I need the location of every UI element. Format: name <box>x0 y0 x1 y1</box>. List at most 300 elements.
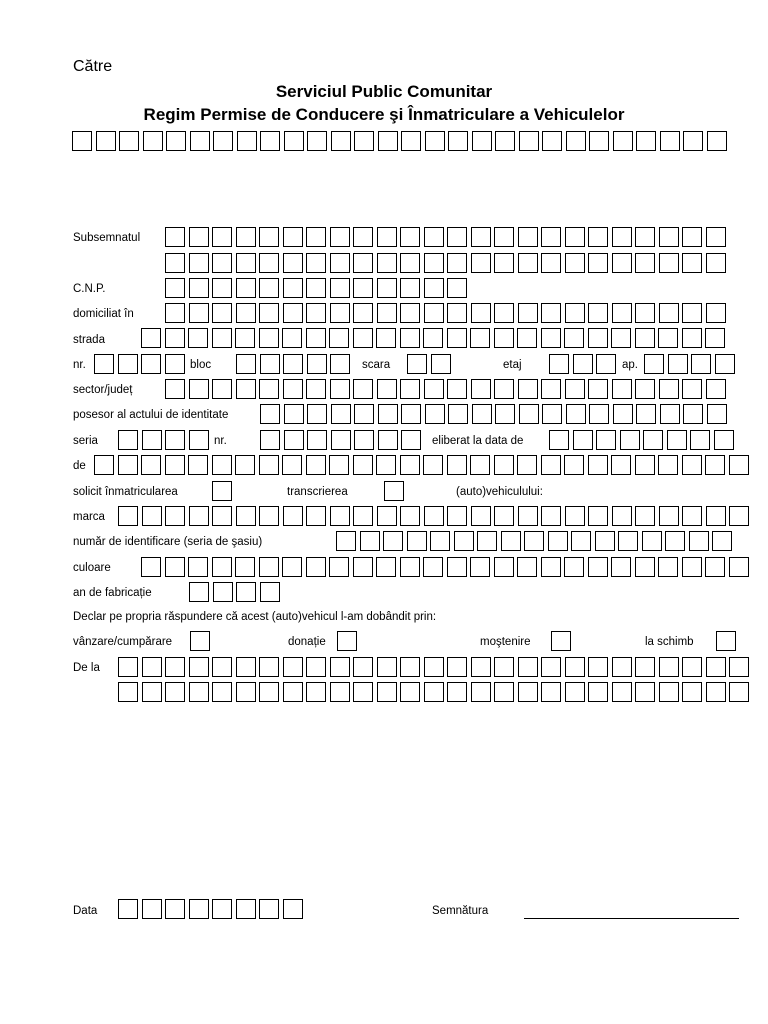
char-box[interactable] <box>141 455 161 475</box>
char-box[interactable] <box>142 430 162 450</box>
inmatriculare-checkbox[interactable] <box>212 481 236 501</box>
char-box[interactable] <box>337 631 357 651</box>
char-box[interactable] <box>331 131 351 151</box>
char-box[interactable] <box>613 404 633 424</box>
char-box[interactable] <box>635 379 655 399</box>
char-box[interactable] <box>282 557 302 577</box>
char-box[interactable] <box>189 506 209 526</box>
char-box[interactable] <box>588 506 608 526</box>
char-box[interactable] <box>682 682 702 702</box>
char-box[interactable] <box>636 404 656 424</box>
char-box[interactable] <box>213 582 233 602</box>
char-box[interactable] <box>660 131 680 151</box>
char-box[interactable] <box>283 899 303 919</box>
char-box[interactable] <box>705 328 725 348</box>
char-box[interactable] <box>189 253 209 273</box>
char-box[interactable] <box>259 227 279 247</box>
char-box[interactable] <box>447 557 467 577</box>
char-box[interactable] <box>588 379 608 399</box>
char-box[interactable] <box>236 354 256 374</box>
char-box[interactable] <box>353 455 373 475</box>
char-box[interactable] <box>400 557 420 577</box>
char-box[interactable] <box>165 899 185 919</box>
char-box[interactable] <box>588 455 608 475</box>
char-box[interactable] <box>706 227 726 247</box>
char-box[interactable] <box>517 455 537 475</box>
char-box[interactable] <box>588 682 608 702</box>
char-box[interactable] <box>682 303 702 323</box>
char-box[interactable] <box>424 303 444 323</box>
char-box[interactable] <box>471 303 491 323</box>
char-box[interactable] <box>682 253 702 273</box>
char-box[interactable] <box>588 657 608 677</box>
char-box[interactable] <box>260 354 280 374</box>
char-box[interactable] <box>549 430 569 450</box>
char-box[interactable] <box>283 506 303 526</box>
char-box[interactable] <box>447 278 467 298</box>
char-box[interactable] <box>212 379 232 399</box>
char-box[interactable] <box>377 379 397 399</box>
char-box[interactable] <box>524 531 544 551</box>
char-box[interactable] <box>331 430 351 450</box>
char-box[interactable] <box>307 131 327 151</box>
char-box[interactable] <box>566 131 586 151</box>
char-box[interactable] <box>306 253 326 273</box>
char-box[interactable] <box>236 899 256 919</box>
char-box[interactable] <box>447 227 467 247</box>
char-box[interactable] <box>260 582 280 602</box>
char-box[interactable] <box>659 303 679 323</box>
char-box[interactable] <box>495 131 515 151</box>
donatie-checkbox[interactable] <box>337 631 361 651</box>
char-box[interactable] <box>477 531 497 551</box>
char-box[interactable] <box>142 506 162 526</box>
char-box[interactable] <box>518 227 538 247</box>
char-box[interactable] <box>541 682 561 702</box>
char-box[interactable] <box>424 278 444 298</box>
char-box[interactable] <box>330 227 350 247</box>
char-box[interactable] <box>519 131 539 151</box>
char-box[interactable] <box>706 506 726 526</box>
char-box[interactable] <box>72 131 92 151</box>
char-box[interactable] <box>353 506 373 526</box>
char-box[interactable] <box>212 253 232 273</box>
char-box[interactable] <box>407 354 427 374</box>
char-box[interactable] <box>283 682 303 702</box>
char-box[interactable] <box>212 278 232 298</box>
char-box[interactable] <box>96 131 116 151</box>
char-box[interactable] <box>541 657 561 677</box>
char-box[interactable] <box>659 227 679 247</box>
char-box[interactable] <box>283 657 303 677</box>
char-box[interactable] <box>235 557 255 577</box>
char-box[interactable] <box>306 657 326 677</box>
char-box[interactable] <box>306 557 326 577</box>
char-box[interactable] <box>165 682 185 702</box>
char-box[interactable] <box>714 430 734 450</box>
char-box[interactable] <box>189 582 209 602</box>
char-box[interactable] <box>712 531 732 551</box>
char-box[interactable] <box>541 227 561 247</box>
char-box[interactable] <box>189 379 209 399</box>
char-box[interactable] <box>518 682 538 702</box>
char-box[interactable] <box>236 506 256 526</box>
char-box[interactable] <box>691 354 711 374</box>
char-box[interactable] <box>494 657 514 677</box>
char-box[interactable] <box>612 657 632 677</box>
char-box[interactable] <box>400 303 420 323</box>
char-box[interactable] <box>423 455 443 475</box>
char-box[interactable] <box>613 131 633 151</box>
char-box[interactable] <box>118 899 138 919</box>
char-box[interactable] <box>284 131 304 151</box>
char-box[interactable] <box>659 379 679 399</box>
char-box[interactable] <box>659 506 679 526</box>
char-box[interactable] <box>190 131 210 151</box>
char-box[interactable] <box>611 557 631 577</box>
char-box[interactable] <box>660 404 680 424</box>
char-box[interactable] <box>235 455 255 475</box>
char-box[interactable] <box>618 531 638 551</box>
char-box[interactable] <box>377 227 397 247</box>
char-box[interactable] <box>472 131 492 151</box>
char-box[interactable] <box>683 131 703 151</box>
char-box[interactable] <box>353 328 373 348</box>
char-box[interactable] <box>447 682 467 702</box>
char-box[interactable] <box>682 557 702 577</box>
char-box[interactable] <box>353 227 373 247</box>
char-box[interactable] <box>494 253 514 273</box>
char-box[interactable] <box>596 430 616 450</box>
char-box[interactable] <box>690 430 710 450</box>
char-box[interactable] <box>612 227 632 247</box>
char-box[interactable] <box>165 227 185 247</box>
char-box[interactable] <box>471 227 491 247</box>
char-box[interactable] <box>705 557 725 577</box>
char-box[interactable] <box>282 328 302 348</box>
char-box[interactable] <box>400 379 420 399</box>
char-box[interactable] <box>588 303 608 323</box>
char-box[interactable] <box>142 682 162 702</box>
char-box[interactable] <box>494 379 514 399</box>
char-box[interactable] <box>706 303 726 323</box>
char-box[interactable] <box>189 899 209 919</box>
char-box[interactable] <box>589 131 609 151</box>
char-box[interactable] <box>259 328 279 348</box>
char-box[interactable] <box>376 328 396 348</box>
char-box[interactable] <box>472 404 492 424</box>
char-box[interactable] <box>470 328 490 348</box>
char-box[interactable] <box>212 557 232 577</box>
signature-line[interactable] <box>524 918 739 919</box>
char-box[interactable] <box>189 657 209 677</box>
char-box[interactable] <box>400 227 420 247</box>
char-box[interactable] <box>383 531 403 551</box>
char-box[interactable] <box>236 303 256 323</box>
char-box[interactable] <box>612 303 632 323</box>
char-box[interactable] <box>376 557 396 577</box>
char-box[interactable] <box>565 506 585 526</box>
char-box[interactable] <box>236 278 256 298</box>
char-box[interactable] <box>213 131 233 151</box>
char-box[interactable] <box>424 657 444 677</box>
char-box[interactable] <box>541 379 561 399</box>
char-box[interactable] <box>471 379 491 399</box>
char-box[interactable] <box>682 506 702 526</box>
char-box[interactable] <box>447 657 467 677</box>
char-box[interactable] <box>236 227 256 247</box>
char-box[interactable] <box>212 455 232 475</box>
char-box[interactable] <box>142 657 162 677</box>
char-box[interactable] <box>447 328 467 348</box>
char-box[interactable] <box>188 557 208 577</box>
char-box[interactable] <box>659 657 679 677</box>
char-box[interactable] <box>501 531 521 551</box>
char-box[interactable] <box>307 430 327 450</box>
char-box[interactable] <box>400 682 420 702</box>
char-box[interactable] <box>517 328 537 348</box>
char-box[interactable] <box>165 379 185 399</box>
char-box[interactable] <box>118 506 138 526</box>
char-box[interactable] <box>716 631 736 651</box>
char-box[interactable] <box>259 303 279 323</box>
char-box[interactable] <box>377 506 397 526</box>
char-box[interactable] <box>612 682 632 702</box>
char-box[interactable] <box>189 303 209 323</box>
char-box[interactable] <box>377 303 397 323</box>
char-box[interactable] <box>565 227 585 247</box>
char-box[interactable] <box>431 354 451 374</box>
char-box[interactable] <box>189 682 209 702</box>
char-box[interactable] <box>165 253 185 273</box>
char-box[interactable] <box>353 657 373 677</box>
char-box[interactable] <box>165 506 185 526</box>
char-box[interactable] <box>165 455 185 475</box>
char-box[interactable] <box>400 657 420 677</box>
la-schimb-checkbox[interactable] <box>716 631 740 651</box>
char-box[interactable] <box>706 657 726 677</box>
char-box[interactable] <box>588 328 608 348</box>
char-box[interactable] <box>188 455 208 475</box>
char-box[interactable] <box>715 354 735 374</box>
char-box[interactable] <box>165 328 185 348</box>
char-box[interactable] <box>668 354 688 374</box>
char-box[interactable] <box>378 404 398 424</box>
mostenire-checkbox[interactable] <box>551 631 575 651</box>
char-box[interactable] <box>353 379 373 399</box>
char-box[interactable] <box>400 455 420 475</box>
char-box[interactable] <box>306 506 326 526</box>
char-box[interactable] <box>306 455 326 475</box>
char-box[interactable] <box>165 657 185 677</box>
char-box[interactable] <box>729 455 749 475</box>
char-box[interactable] <box>707 131 727 151</box>
char-box[interactable] <box>471 253 491 273</box>
char-box[interactable] <box>425 404 445 424</box>
char-box[interactable] <box>683 404 703 424</box>
char-box[interactable] <box>284 430 304 450</box>
char-box[interactable] <box>425 131 445 151</box>
char-box[interactable] <box>447 303 467 323</box>
char-box[interactable] <box>259 278 279 298</box>
char-box[interactable] <box>541 303 561 323</box>
char-box[interactable] <box>118 455 138 475</box>
char-box[interactable] <box>377 682 397 702</box>
char-box[interactable] <box>330 354 350 374</box>
char-box[interactable] <box>353 278 373 298</box>
char-box[interactable] <box>635 557 655 577</box>
char-box[interactable] <box>259 557 279 577</box>
char-box[interactable] <box>165 354 185 374</box>
char-box[interactable] <box>424 682 444 702</box>
char-box[interactable] <box>377 278 397 298</box>
char-box[interactable] <box>565 253 585 273</box>
char-box[interactable] <box>118 682 138 702</box>
char-box[interactable] <box>400 506 420 526</box>
char-box[interactable] <box>494 506 514 526</box>
char-box[interactable] <box>212 328 232 348</box>
char-box[interactable] <box>706 379 726 399</box>
char-box[interactable] <box>306 227 326 247</box>
char-box[interactable] <box>470 455 490 475</box>
char-box[interactable] <box>430 531 450 551</box>
char-box[interactable] <box>260 430 280 450</box>
char-box[interactable] <box>212 227 232 247</box>
char-box[interactable] <box>612 506 632 526</box>
char-box[interactable] <box>635 253 655 273</box>
char-box[interactable] <box>212 481 232 501</box>
char-box[interactable] <box>518 253 538 273</box>
char-box[interactable] <box>588 557 608 577</box>
char-box[interactable] <box>259 899 279 919</box>
char-box[interactable] <box>565 682 585 702</box>
char-box[interactable] <box>565 379 585 399</box>
char-box[interactable] <box>448 404 468 424</box>
char-box[interactable] <box>94 455 114 475</box>
char-box[interactable] <box>682 379 702 399</box>
char-box[interactable] <box>400 328 420 348</box>
char-box[interactable] <box>212 682 232 702</box>
char-box[interactable] <box>284 404 304 424</box>
char-box[interactable] <box>635 682 655 702</box>
char-box[interactable] <box>212 657 232 677</box>
char-box[interactable] <box>141 557 161 577</box>
char-box[interactable] <box>235 328 255 348</box>
char-box[interactable] <box>448 131 468 151</box>
char-box[interactable] <box>165 557 185 577</box>
char-box[interactable] <box>682 455 702 475</box>
char-box[interactable] <box>353 303 373 323</box>
char-box[interactable] <box>141 328 161 348</box>
char-box[interactable] <box>589 404 609 424</box>
char-box[interactable] <box>424 253 444 273</box>
char-box[interactable] <box>611 328 631 348</box>
char-box[interactable] <box>447 379 467 399</box>
char-box[interactable] <box>644 354 664 374</box>
char-box[interactable] <box>212 303 232 323</box>
char-box[interactable] <box>447 455 467 475</box>
char-box[interactable] <box>541 328 561 348</box>
char-box[interactable] <box>494 227 514 247</box>
char-box[interactable] <box>330 278 350 298</box>
char-box[interactable] <box>424 506 444 526</box>
char-box[interactable] <box>665 531 685 551</box>
char-box[interactable] <box>551 631 571 651</box>
char-box[interactable] <box>259 506 279 526</box>
char-box[interactable] <box>306 278 326 298</box>
char-box[interactable] <box>564 328 584 348</box>
char-box[interactable] <box>260 131 280 151</box>
char-box[interactable] <box>376 455 396 475</box>
char-box[interactable] <box>118 354 138 374</box>
char-box[interactable] <box>541 455 561 475</box>
char-box[interactable] <box>307 404 327 424</box>
char-box[interactable] <box>336 531 356 551</box>
char-box[interactable] <box>236 582 256 602</box>
char-box[interactable] <box>166 131 186 151</box>
char-box[interactable] <box>353 253 373 273</box>
char-box[interactable] <box>519 404 539 424</box>
char-box[interactable] <box>330 506 350 526</box>
char-box[interactable] <box>612 379 632 399</box>
char-box[interactable] <box>494 328 514 348</box>
char-box[interactable] <box>658 455 678 475</box>
char-box[interactable] <box>283 303 303 323</box>
char-box[interactable] <box>612 253 632 273</box>
char-box[interactable] <box>729 657 749 677</box>
char-box[interactable] <box>353 682 373 702</box>
char-box[interactable] <box>564 455 584 475</box>
char-box[interactable] <box>642 531 662 551</box>
char-box[interactable] <box>424 227 444 247</box>
char-box[interactable] <box>729 557 749 577</box>
char-box[interactable] <box>707 404 727 424</box>
char-box[interactable] <box>447 506 467 526</box>
char-box[interactable] <box>471 657 491 677</box>
char-box[interactable] <box>354 404 374 424</box>
char-box[interactable] <box>259 455 279 475</box>
char-box[interactable] <box>283 227 303 247</box>
char-box[interactable] <box>471 682 491 702</box>
char-box[interactable] <box>705 455 725 475</box>
char-box[interactable] <box>494 557 514 577</box>
char-box[interactable] <box>165 430 185 450</box>
char-box[interactable] <box>189 227 209 247</box>
char-box[interactable] <box>424 379 444 399</box>
vanzare-checkbox[interactable] <box>190 631 214 651</box>
char-box[interactable] <box>659 253 679 273</box>
char-box[interactable] <box>495 404 515 424</box>
char-box[interactable] <box>447 253 467 273</box>
char-box[interactable] <box>588 227 608 247</box>
char-box[interactable] <box>212 899 232 919</box>
char-box[interactable] <box>518 506 538 526</box>
char-box[interactable] <box>259 682 279 702</box>
char-box[interactable] <box>236 253 256 273</box>
char-box[interactable] <box>423 557 443 577</box>
char-box[interactable] <box>494 455 514 475</box>
char-box[interactable] <box>659 682 679 702</box>
char-box[interactable] <box>141 354 161 374</box>
char-box[interactable] <box>165 278 185 298</box>
char-box[interactable] <box>94 354 114 374</box>
char-box[interactable] <box>494 682 514 702</box>
char-box[interactable] <box>331 404 351 424</box>
char-box[interactable] <box>306 682 326 702</box>
char-box[interactable] <box>682 227 702 247</box>
char-box[interactable] <box>189 278 209 298</box>
char-box[interactable] <box>377 253 397 273</box>
